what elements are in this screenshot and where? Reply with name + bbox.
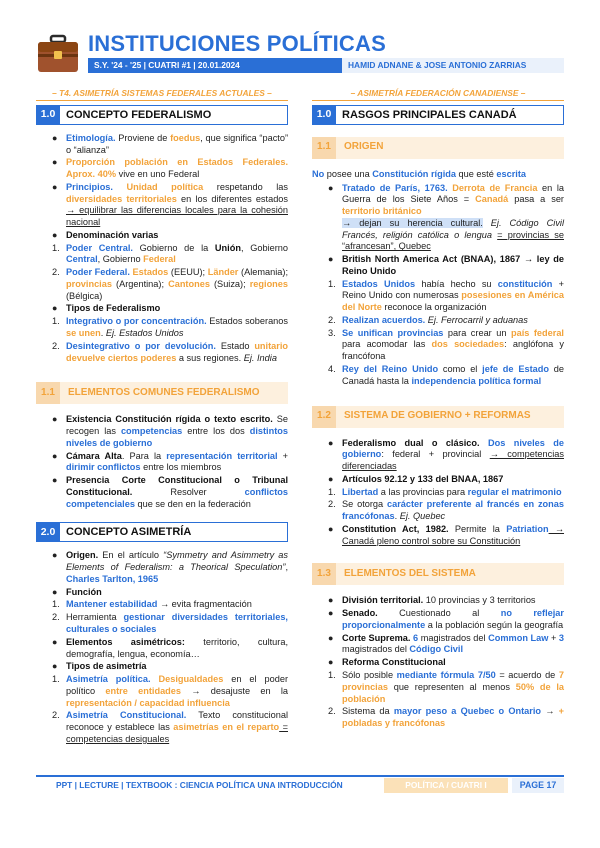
subsection-title: ELEMENTOS DEL SISTEMA bbox=[344, 568, 476, 580]
list-item: ● Tipos de Federalismo bbox=[52, 303, 161, 314]
section-title: CONCEPTO ASIMETRÍA bbox=[60, 522, 288, 542]
authors: HAMID ADNANE & JOSE ANTONIO ZARRIAS bbox=[342, 58, 564, 73]
subsection-title: ORIGEN bbox=[344, 141, 384, 153]
subsection-header-elementos-comunes bbox=[36, 382, 288, 404]
list bbox=[312, 595, 564, 729]
list-item: 1. Mantener estabilidad → evita fragmentación bbox=[52, 599, 252, 610]
list-item: ● Corte Suprema. 6 magistrados del Common Law + 3 magistrados del Código Civil bbox=[328, 632, 564, 655]
page-number: PAGE 17 bbox=[512, 778, 564, 793]
list-item: ● Tratado de París, 1763. Derrota de Francia en la Guerra de los Siete Años = Canadá pasa a ser territorio británico → dejan su herencia cultural. Ej. Código Civil Francés, religión católica o lengua = provincias se “afrancesan”, Quebec bbox=[328, 182, 564, 252]
list-item: ● Constitution Act, 1982. Permite la Patriation → Canadá pleno control sobre su Constitución bbox=[328, 523, 565, 546]
section-label: – T4. ASIMETRÍA SISTEMAS FEDERALES ACTUALES – bbox=[36, 88, 288, 101]
list-item: ● Cámara Alta. Para la representación territorial + dirimir conflictos entre los miembros bbox=[52, 450, 289, 473]
section-number: 1.0 bbox=[312, 105, 336, 125]
list-item: 4. Rey del Reino Unido como el jefe de Estado de Canadá hasta la independencia política formal bbox=[328, 364, 564, 386]
section-header-concepto-asimetria bbox=[36, 522, 288, 542]
left-column bbox=[36, 88, 288, 747]
list-item: 1. Asimetría política. Desigualdades en el poder político entre entidades → desajuste en la representación / capacidad influencia bbox=[52, 674, 289, 708]
list-item: 2. Herramienta gestionar diversidades territoriales, culturales o sociales bbox=[52, 612, 288, 635]
subsection-number: 1.2 bbox=[312, 406, 336, 428]
section-label: – ASIMETRÍA FEDERACIÓN CANADIENSE – bbox=[312, 88, 564, 101]
briefcase-icon bbox=[36, 34, 80, 74]
page-title: INSTITUCIONES POLÍTICAS bbox=[88, 31, 386, 56]
list-item: 1. Poder Central. Gobierno de la Unión, Gobierno Central, Gobierno Federal bbox=[52, 242, 288, 265]
list-item: 2. Sistema da mayor peso a Quebec o Ontario → + pobladas y francófonas bbox=[328, 706, 565, 729]
list-item: ● Origen. En el artículo “Symmetry and Asimmetry as Elements of Federalism: a Theorical Speculation”, Charles Tarlton, 1965 bbox=[52, 550, 289, 584]
list-item: 1. Sólo posible mediante fórmula 7/50 = acuerdo de 7 provincias que representen al menos 50% de la población bbox=[328, 670, 564, 704]
list-item: 2. Desintegrativo o por devolución. Estado unitario devuelve ciertos poderes a sus regiones. Ej. India bbox=[52, 340, 288, 363]
list bbox=[36, 133, 288, 365]
page-footer bbox=[36, 775, 564, 793]
section-number: 2.0 bbox=[36, 522, 60, 542]
subsection-title: ELEMENTOS COMUNES FEDERALISMO bbox=[68, 386, 260, 398]
list-item: 3. Se unifican provincias para crear un país federal para acomodar las dos sociedades: anglófona y francófona bbox=[328, 327, 564, 362]
list-item: 2. Asimetría Constitucional. Texto constitucional reconoce y establece las asimetrías en el reparto = competencias desiguales bbox=[52, 710, 288, 744]
list-item: ● Existencia Constitución rígida o texto escrito. Se recogen las competencias entre los dos distintos niveles de gobierno bbox=[52, 414, 288, 448]
list-item: ● Elementos asimétricos: territorio, cultura, demografía, lengua, economía… bbox=[52, 636, 288, 659]
list-item: ● Etimología. Proviene de foedus, que significa “pacto” o “alianza” bbox=[52, 132, 289, 155]
list-item: ● División territorial. 10 provincias y 3 territorios bbox=[328, 595, 536, 606]
list bbox=[312, 438, 564, 548]
list-item: ● Proporción población en Estados Federales. Aprox. 40% vive en uno Federal bbox=[52, 157, 288, 180]
section-header-concepto-federalismo bbox=[36, 105, 288, 125]
list-item: 1. Integrativo o por concentración. Estados soberanos se unen. Ej. Estados Unidos bbox=[52, 316, 288, 338]
list-item: 2. Realizan acuerdos. Ej. Ferrocarril y aduanas bbox=[328, 314, 528, 325]
list-item: ● Tipos de asimetría bbox=[52, 661, 147, 672]
subsection-number: 1.1 bbox=[312, 137, 336, 159]
paragraph: No posee una Constitución rígida que esté escrita bbox=[312, 168, 526, 179]
subsection-number: 1.1 bbox=[36, 382, 60, 404]
section-number: 1.0 bbox=[36, 105, 60, 125]
section-title: CONCEPTO FEDERALISMO bbox=[60, 105, 288, 125]
list-item: ● British North America Act (BNAA), 1867 → ley de Reino Unido bbox=[328, 254, 564, 276]
subsection-number: 1.3 bbox=[312, 563, 336, 585]
subsection-header-sistema-gobierno bbox=[312, 406, 564, 428]
list bbox=[36, 414, 288, 510]
course-meta: S.Y. '24 - '25 | CUATRI #1 | 20.01.2024 bbox=[94, 60, 240, 70]
page-header bbox=[36, 30, 564, 78]
footer-course-badge: POLÍTICA / CUATRI I bbox=[384, 778, 508, 793]
subsection-header-elementos-sistema bbox=[312, 563, 564, 585]
list-item: 2. Poder Federal. Estados (EEUU); Länder (Alemania); provincias (Argentina); Cantones (Suiza); regiones (Bélgica) bbox=[52, 267, 289, 301]
footer-sources: PPT | LECTURE | TEXTBOOK : CIENCIA POLÍTICA UNA INTRODUCCIÓN bbox=[56, 780, 343, 790]
list-item: ● Función bbox=[52, 586, 102, 597]
footer-divider bbox=[36, 775, 564, 777]
meta-bar bbox=[88, 58, 564, 73]
list-item: 1. Libertad a las provincias para regular el matrimonio bbox=[328, 486, 562, 497]
subsection-header-origen bbox=[312, 137, 564, 159]
section-header-rasgos-canada bbox=[312, 105, 564, 125]
list bbox=[36, 550, 288, 745]
list-item: 1. Estados Unidos había hecho su constitución + Reino Unido con numerosas posesiones en América del Norte reconoce la organización bbox=[328, 278, 564, 313]
list-item: ● Federalismo dual o clásico. Dos niveles de gobierno: federal + provincial → competencias diferenciadas bbox=[328, 437, 564, 472]
subsection-title: SISTEMA DE GOBIERNO + REFORMAS bbox=[344, 410, 531, 422]
list-item: 2. Se otorga carácter preferente al francés en zonas francófonas. Ej. Quebec bbox=[328, 499, 564, 522]
list-item: ● Senado. Cuestionado al no reflejar proporcionalmente a la población según la geografía bbox=[328, 608, 564, 630]
list-item: ● Artículos 92.12 y 133 del BNAA, 1867 bbox=[328, 473, 504, 484]
right-column bbox=[312, 88, 564, 731]
list-item: ● Principios. Unidad política respetando las diversidades territoriales en los diferentes estados → equilibrar las diferencias locales para la cohesión nacional bbox=[52, 181, 289, 228]
list-item: ● Presencia Corte Constitucional o Tribunal Constitucional. Resolver conflictos competenciales que se den en la federación bbox=[52, 475, 288, 509]
list-item: ● Reforma Constitucional bbox=[328, 657, 446, 668]
list bbox=[312, 183, 564, 388]
list-item: ● Denominación varias bbox=[52, 229, 159, 240]
section-title: RASGOS PRINCIPALES CANADÁ bbox=[336, 105, 564, 125]
